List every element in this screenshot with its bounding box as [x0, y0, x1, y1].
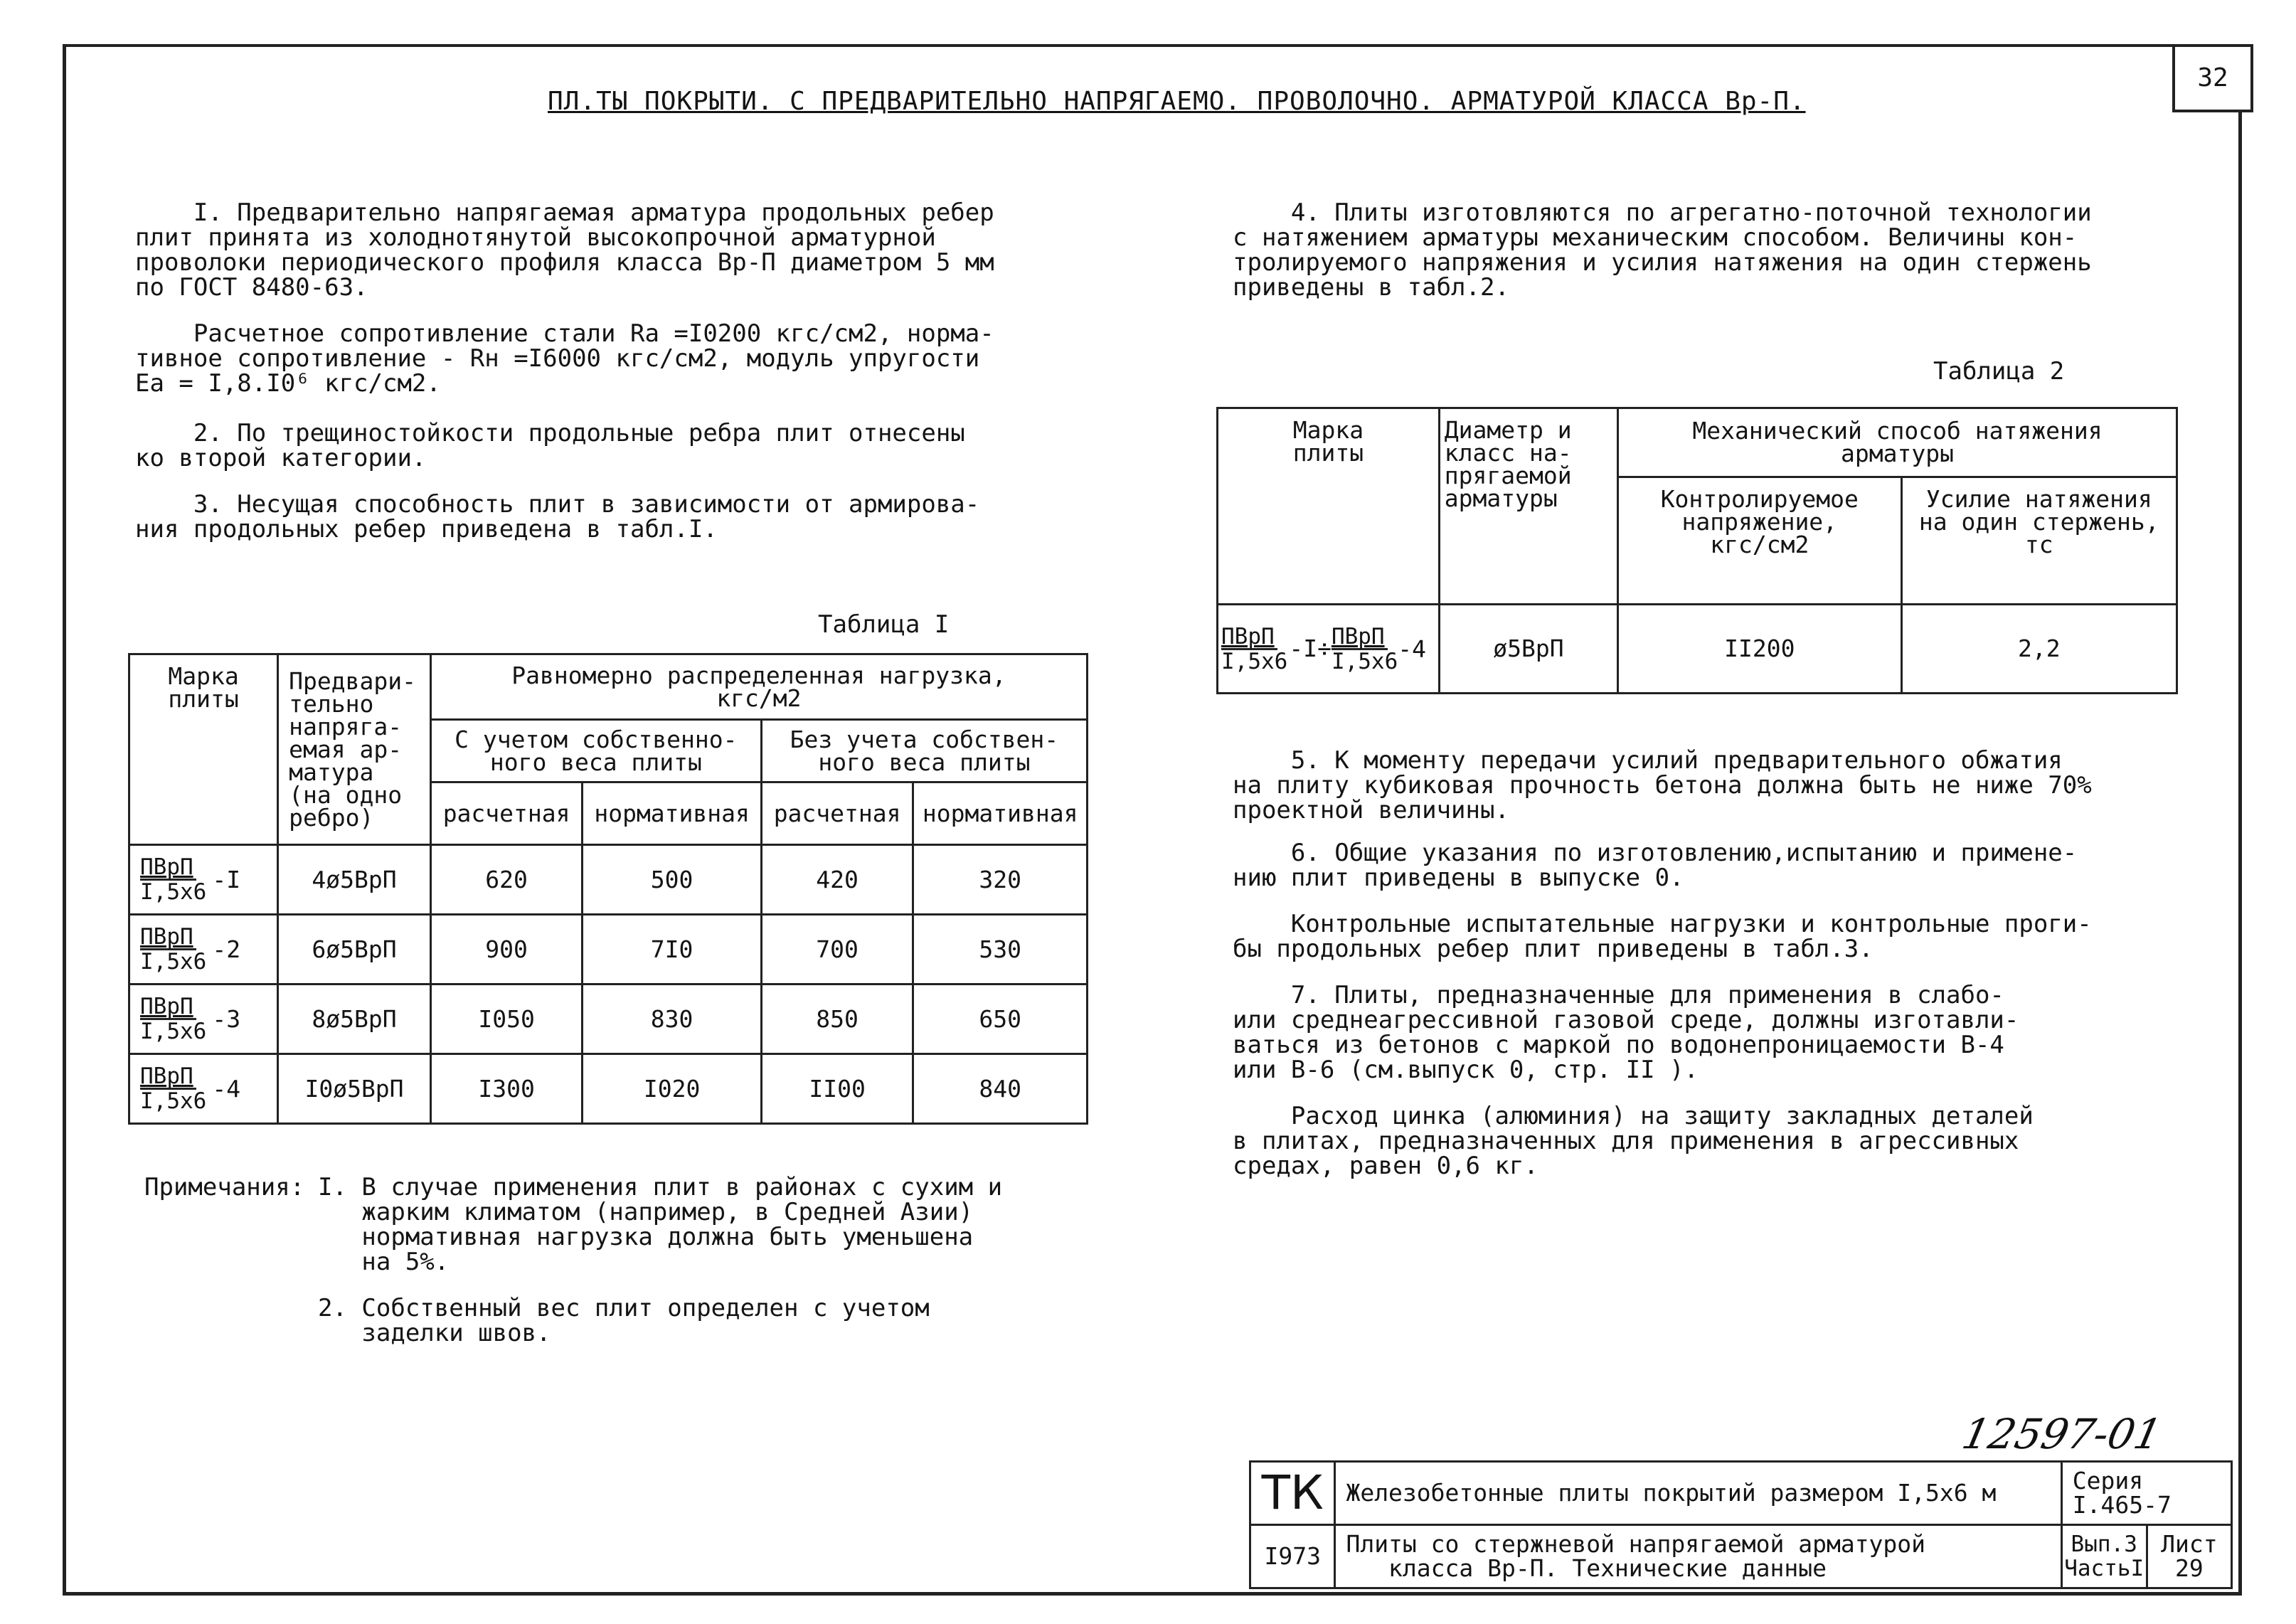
value-cell: 500 [583, 845, 762, 915]
table-row [1218, 605, 2177, 694]
plate-mark: $\frac{\text{ПВрП}}{I,5х6}$ -I [129, 845, 278, 915]
value-cell: I020 [583, 1054, 762, 1124]
paragraph-control-loads: Контрольные испытательные нагрузки и контрольные проги- бы продольных ребер плит приведены в табл.3. [1233, 910, 2092, 963]
stamp-year: I973 [1250, 1525, 1335, 1588]
table2-header-force: Усилие натяжения на один стержень, тс [1901, 477, 2177, 604]
paragraph-5: 5. К моменту передачи усилий предварительного обжатия на плиту кубиковая прочность бетона должна быть не ниже 70% проектной величины. [1233, 746, 2092, 824]
table1-header-reinforcement: Предвари- тельно напряга- емая ар- матура (на одно ребро) [278, 654, 431, 845]
table1-header-calc: расчетная [430, 782, 582, 845]
stress-cell: II200 [1618, 605, 1902, 694]
plate-mark: $\frac{\text{ПВрП}}{I,5х6}$ -2 [129, 915, 278, 985]
stamp-title-line1: Железобетонные плиты покрытий размером I,5х6 м [1335, 1462, 2061, 1525]
note-2: 2. Собственный вес плит определен с учетом заделки швов. [318, 1294, 930, 1347]
notes-label: Примечания: [144, 1173, 305, 1201]
table2-caption: Таблица 2 [1933, 357, 2065, 386]
value-cell: 420 [761, 845, 913, 915]
page-number: 32 [2172, 44, 2253, 112]
table2-header-mark: Марка плиты [1218, 408, 1440, 605]
handwritten-number: 12597-01 [1957, 1410, 2167, 1458]
title-block [1249, 1460, 2233, 1589]
value-cell: 840 [913, 1054, 1088, 1124]
stamp-title-line2: Плиты со стержневой напрягаемой арматурой класса Вр-П. Технические данные [1335, 1525, 2061, 1588]
table1-header-without-weight: Без учета собствен- ного веса плиты [761, 720, 1087, 782]
value-cell: 650 [913, 985, 1088, 1054]
paragraph-3: 3. Несущая способность плит в зависимости от армирова- ния продольных ребер приведена в табл.I. [135, 490, 980, 543]
value-cell: I050 [430, 985, 582, 1054]
org-mark: ТК [1250, 1462, 1335, 1525]
series-value: I.465-7 [2072, 1491, 2172, 1519]
plate-mark-range: $\frac{\text{ПВрП}}{I,5х6}$ -I÷ $\frac{\text{ПВрП}}{I,5х6}$ -4 [1218, 605, 1440, 694]
value-cell: II00 [761, 1054, 913, 1124]
paragraph-7: 7. Плиты, предназначенные для применения в слабо- или среднеагрессивной газовой среде, должны изготавли- ваться из бетонов с маркой по водонепроницаемости В-4 или В-6 (см.выпуск 0, стр. II ). [1233, 981, 2019, 1084]
value-cell: 830 [583, 985, 762, 1054]
table2-header-method: Механический способ натяжения арматуры [1618, 408, 2177, 477]
table2-header-stress: Контролируемое напряжение, кгс/см2 [1618, 477, 1902, 604]
table-row [129, 845, 1088, 915]
value-cell: 7I0 [583, 915, 762, 985]
reinforcement-cell: I0ø5ВрП [278, 1054, 431, 1124]
value-cell: 850 [761, 985, 913, 1054]
diameter-cell: ø5ВрП [1439, 605, 1617, 694]
series-cell [2061, 1462, 2231, 1525]
table1-header-norm: нормативная [583, 782, 762, 845]
paragraph-6: 6. Общие указания по изготовлению,испытанию и примене- нию плит приведены в выпуске 0. [1233, 839, 2078, 892]
table-row [129, 1054, 1088, 1124]
table1-header-calc: расчетная [761, 782, 913, 845]
table-row [129, 915, 1088, 985]
table-2 [1216, 407, 2178, 694]
plate-mark: $\frac{\text{ПВрП}}{I,5х6}$ -4 [129, 1054, 278, 1124]
sheet-label: Лист [2161, 1530, 2218, 1558]
table1-header-norm: нормативная [913, 782, 1088, 845]
sheet-value: 29 [2174, 1554, 2204, 1582]
series-label: Серия [2072, 1467, 2144, 1495]
reinforcement-cell: 8ø5ВрП [278, 985, 431, 1054]
value-cell: 900 [430, 915, 582, 985]
value-cell: 620 [430, 845, 582, 915]
paragraph-design-resistance: Расчетное сопротивление стали Rа =I0200 кгс/см2, норма- тивное сопротивление - Rн =I6000 кгс/см2, модуль упругости Eа = I,8.I0⁶ кгс/см2. [135, 319, 994, 398]
paragraph-4: 4. Плиты изготовляются по агрегатно-поточной технологии с натяжением арматуры механическим способом. Величины кон- тролируемого напряжения и усилия натяжения на один стержень приведены в табл.2. [1233, 198, 2092, 302]
table1-header-with-weight: С учетом собственно- ного веса плиты [430, 720, 761, 782]
value-cell: 700 [761, 915, 913, 985]
table1-header-mark: Марка плиты [129, 654, 278, 845]
reinforcement-cell: 6ø5ВрП [278, 915, 431, 985]
issue-part: Вып.3 ЧастьI [2061, 1525, 2147, 1588]
table2-header-diameter: Диаметр и класс на- прягаемой арматуры [1439, 408, 1617, 605]
sheet-cell [2147, 1525, 2231, 1588]
table1-caption: Таблица I [818, 610, 950, 639]
paragraph-zinc: Расход цинка (алюминия) на защиту закладных деталей в плитах, предназначенных для применения в агрессивных средах, равен 0,6 кг. [1233, 1102, 2034, 1180]
table-row [129, 985, 1088, 1054]
force-cell: 2,2 [1901, 605, 2177, 694]
paragraph-1: I. Предварительно напрягаемая арматура продольных ребер плит принята из холоднотянутой высокопрочной арматурной проволоки периодического профиля класса Вр-П диаметром 5 мм по ГОСТ 8480-63. [135, 198, 994, 302]
value-cell: I300 [430, 1054, 582, 1124]
page-title: ПЛ.ТЫ ПОКРЫТИ. С ПРЕДВАРИТЕЛЬНО НАПРЯГАЕМО. ПРОВОЛОЧНО. АРМАТУРОЙ КЛАССА Вр-П. [548, 87, 1806, 116]
paragraph-2: 2. По трещиностойкости продольные ребра плит отнесены ко второй категории. [135, 419, 965, 472]
reinforcement-cell: 4ø5ВрП [278, 845, 431, 915]
table-1 [128, 653, 1088, 1125]
table1-header-load: Равномерно распределенная нагрузка, кгс/м2 [430, 654, 1087, 720]
plate-mark: $\frac{\text{ПВрП}}{I,5х6}$ -3 [129, 985, 278, 1054]
value-cell: 320 [913, 845, 1088, 915]
value-cell: 530 [913, 915, 1088, 985]
note-1: I. В случае применения плит в районах с сухим и жарким климатом (например, в Средней Азии) нормативная нагрузка должна быть уменьшена на 5%. [318, 1173, 1003, 1276]
